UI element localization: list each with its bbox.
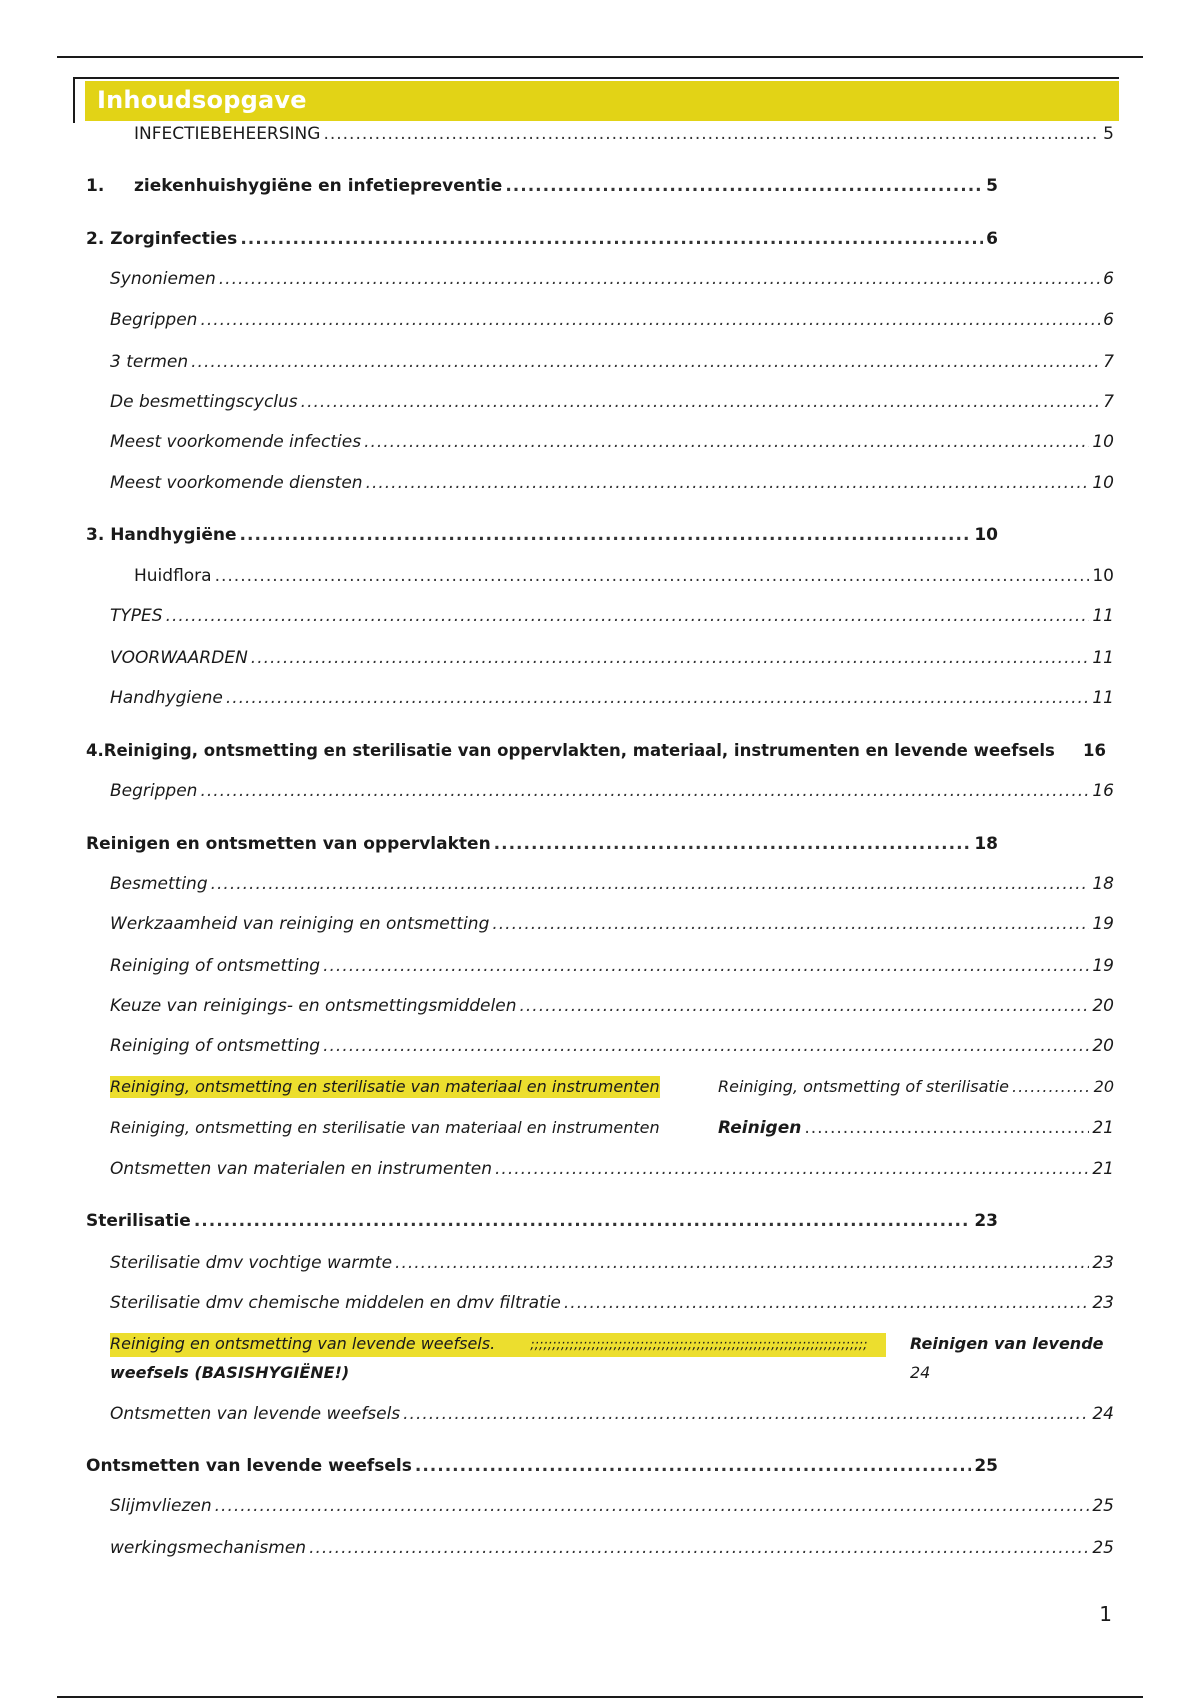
toc-entry-label: Reiniging of ontsmetting	[110, 1036, 321, 1056]
page-number: 1	[1099, 1602, 1112, 1626]
toc-leader	[309, 1537, 1089, 1559]
toc-entry[interactable]	[110, 1292, 1114, 1314]
toc-entry[interactable]	[110, 1403, 1114, 1425]
toc-entry-label: TYPES	[110, 606, 163, 626]
toc-entry-label: Ontsmetten van materialen en instrumenten	[110, 1159, 493, 1179]
toc-highlighted-heading	[110, 1333, 886, 1357]
toc-entry[interactable]	[110, 351, 1114, 373]
toc-entry-page: 10	[1092, 473, 1114, 493]
toc-leader	[323, 1035, 1089, 1057]
toc-entry-page: 25	[974, 1456, 998, 1476]
header-rule	[57, 56, 1143, 58]
toc-entry-page: 18	[974, 834, 998, 854]
toc-entry-page: 23	[1092, 1293, 1114, 1313]
toc-entry-page: 10	[974, 525, 998, 545]
toc-leader	[323, 123, 1100, 145]
toc-leader	[215, 1495, 1090, 1517]
toc-entry[interactable]	[110, 1537, 1114, 1559]
toc-entry-label: Reinigen en ontsmetten van oppervlakten	[86, 834, 491, 854]
toc-entry-page: 10	[1092, 566, 1114, 586]
toc-leader	[215, 565, 1090, 587]
toc-entry[interactable]	[110, 1495, 1114, 1517]
toc-leader	[226, 687, 1090, 709]
toc-entry-text: ziekenhuishygiëne en infetiepreventie	[134, 176, 503, 196]
toc-entry[interactable]	[110, 995, 1114, 1017]
toc-entry-label: Sterilisatie	[86, 1211, 191, 1231]
toc-entry-label: 3 termen	[110, 352, 189, 372]
toc-entry-page: 20	[1093, 1077, 1114, 1096]
toc-entry[interactable]	[110, 1035, 1114, 1057]
toc-leader	[505, 175, 983, 197]
toc-entry-label: Reiniging of ontsmetting	[110, 956, 321, 976]
toc-entry-label: Meest voorkomende infecties	[110, 432, 362, 452]
toc-leader	[395, 1252, 1089, 1274]
toc-entry-label: Sterilisatie dmv chemische middelen en dmv filtratie	[110, 1293, 561, 1313]
toc-entry-page: 7	[1103, 352, 1114, 372]
toc-entry-label: INFECTIEBEHEERSING	[134, 124, 321, 144]
toc-entry-label: Keuze van reinigings- en ontsmettingsmiddelen	[110, 996, 517, 1016]
toc-entry[interactable]	[110, 1252, 1114, 1274]
toc-highlighted-heading: Reiniging, ontsmetting en sterilisatie van materiaal en instrumenten	[110, 1077, 660, 1096]
toc-entry-page: 10	[1092, 432, 1114, 452]
toc-entry-label: 2. Zorginfecties	[86, 229, 238, 249]
toc-leader	[366, 472, 1090, 494]
toc-entry-page: 23	[1092, 1253, 1114, 1273]
toc-entry[interactable]	[86, 524, 998, 546]
toc-entry-label: Ontsmetten van levende weefsels	[110, 1404, 401, 1424]
toc-entry-label: Meest voorkomende diensten	[110, 473, 363, 493]
toc-title-box	[73, 77, 1119, 123]
toc-entry[interactable]	[718, 1117, 1114, 1139]
toc-entry-label: Ontsmetten van levende weefsels	[86, 1456, 412, 1476]
toc-leader	[804, 1117, 1089, 1139]
toc-entry[interactable]	[134, 123, 1114, 145]
toc-entry-page: 25	[1092, 1496, 1114, 1516]
toc-entry-label: Reiniging, ontsmetting of sterilisatie	[718, 1077, 1009, 1096]
footer-rule	[57, 1696, 1143, 1698]
toc-entry-label: Reinigen	[718, 1118, 802, 1138]
toc-entry-page: 19	[1092, 956, 1114, 976]
toc-entry[interactable]	[110, 309, 1114, 331]
toc-entry[interactable]	[110, 687, 1114, 709]
toc-entry-number: 1.	[86, 176, 105, 196]
toc-entry-label: werkingsmechanismen	[110, 1538, 307, 1558]
toc-entry-label: 4.Reiniging, ontsmetting en sterilisatie van oppervlakten, materiaal, instrumenten en levende weefsels	[86, 741, 1055, 760]
toc-leader	[240, 524, 972, 546]
toc-leader	[495, 1158, 1089, 1180]
toc-entry[interactable]	[110, 391, 1114, 413]
toc-entry[interactable]	[110, 472, 1114, 494]
toc-leader	[415, 1455, 971, 1477]
toc-highlighted-text: Reiniging en ontsmetting van levende weefsels.	[110, 1334, 496, 1353]
toc-entry-label: Werkzaamheid van reiniging en ontsmetting	[110, 914, 490, 934]
toc-subheading: Reiniging, ontsmetting en sterilisatie van materiaal en instrumenten	[110, 1118, 660, 1137]
toc-entry-label: Begrippen	[110, 781, 198, 801]
toc-title: Inhoudsopgave	[97, 86, 307, 114]
toc-entry-page: 23	[974, 1211, 998, 1231]
toc-entry-page: 24	[1092, 1404, 1114, 1424]
toc-entry[interactable]	[86, 175, 998, 197]
toc-entry[interactable]	[110, 913, 1114, 935]
toc-leader	[403, 1403, 1089, 1425]
toc-entry-page: 16	[1092, 781, 1114, 801]
toc-entry-label: Handhygiene	[110, 688, 223, 708]
toc-leader	[564, 1292, 1089, 1314]
toc-leader	[251, 647, 1090, 669]
toc-entry[interactable]	[86, 1455, 998, 1477]
toc-leader	[301, 391, 1101, 413]
toc-entry-label: Begrippen	[110, 310, 198, 330]
toc-entry[interactable]	[110, 955, 1114, 977]
toc-entry-page: 5	[986, 176, 998, 196]
toc-title-bar	[85, 81, 1119, 121]
toc-entry-page: 16	[1083, 741, 1106, 760]
toc-leader	[166, 605, 1090, 627]
toc-entry[interactable]	[110, 1158, 1114, 1180]
toc-entry-label: Sterilisatie dmv vochtige warmte	[110, 1253, 393, 1273]
toc-leader	[211, 873, 1090, 895]
toc-entry-label[interactable]: Reinigen van levende	[910, 1334, 1104, 1353]
toc-entry[interactable]	[86, 740, 1116, 762]
toc-entry-page: 6	[986, 229, 998, 249]
toc-entry-page: 20	[1092, 1036, 1114, 1056]
toc-filler: ;;;;;;;;;;;;;;;;;;;;;;;;;;;;;;;;;;;;;;;;;;;;;;;;;;;;;;;;;;;;;;;;;;;;;;;;;;;;;	[530, 1338, 868, 1353]
toc-entry-page: 21	[1092, 1159, 1114, 1179]
toc-entry[interactable]	[86, 833, 998, 855]
toc-entry-label: Slijmvliezen	[110, 1496, 212, 1516]
toc-entry[interactable]	[718, 1076, 1114, 1098]
toc-entry-page: 20	[1092, 996, 1114, 1016]
toc-entry-continuation: weefsels (BASISHYGIËNE!)	[110, 1363, 350, 1382]
toc-entry[interactable]	[86, 1210, 998, 1232]
toc-entry-label: Huidflora	[134, 566, 212, 586]
toc-entry-page: 5	[1103, 124, 1114, 144]
toc-entry-page: 21	[1092, 1118, 1114, 1138]
toc-entry[interactable]	[110, 780, 1114, 802]
toc-entry-page: 25	[1092, 1538, 1114, 1558]
toc-entry-page: 6	[1103, 310, 1114, 330]
toc-entry-label: VOORWAARDEN	[110, 648, 248, 668]
toc-entry-page: 6	[1103, 269, 1114, 289]
toc-entry[interactable]	[110, 431, 1114, 453]
toc-leader	[323, 955, 1089, 977]
toc-entry-page: 19	[1092, 914, 1114, 934]
toc-entry-label: 3. Handhygiëne	[86, 525, 237, 545]
toc-entry-label: Besmetting	[110, 874, 208, 894]
toc-entry-label: De besmettingscyclus	[110, 392, 298, 412]
toc-leader	[492, 913, 1089, 935]
toc-entry[interactable]	[110, 605, 1114, 627]
toc-entry-page: 11	[1092, 648, 1114, 668]
toc-entry-label	[86, 175, 502, 197]
toc-entry[interactable]	[110, 873, 1114, 895]
toc-leader	[191, 351, 1100, 373]
toc-entry-page: 11	[1092, 606, 1114, 626]
toc-entry[interactable]	[110, 268, 1114, 290]
toc-leader	[194, 1210, 971, 1232]
toc-entry-page: 24	[910, 1363, 931, 1382]
toc-entry-page: 11	[1092, 688, 1114, 708]
toc-entry-label: Synoniemen	[110, 269, 216, 289]
toc-entry[interactable]	[86, 228, 998, 250]
toc-leader	[240, 228, 983, 250]
toc-leader	[519, 995, 1089, 1017]
toc-leader	[200, 780, 1089, 802]
toc-entry[interactable]	[134, 565, 1114, 587]
toc-leader	[1012, 1076, 1091, 1098]
toc-leader	[219, 268, 1100, 290]
toc-entry-page: 18	[1092, 874, 1114, 894]
toc-leader	[200, 309, 1100, 331]
toc-entry-page: 7	[1103, 392, 1114, 412]
toc-entry[interactable]	[110, 647, 1114, 669]
toc-leader	[494, 833, 972, 855]
toc-leader	[364, 431, 1089, 453]
